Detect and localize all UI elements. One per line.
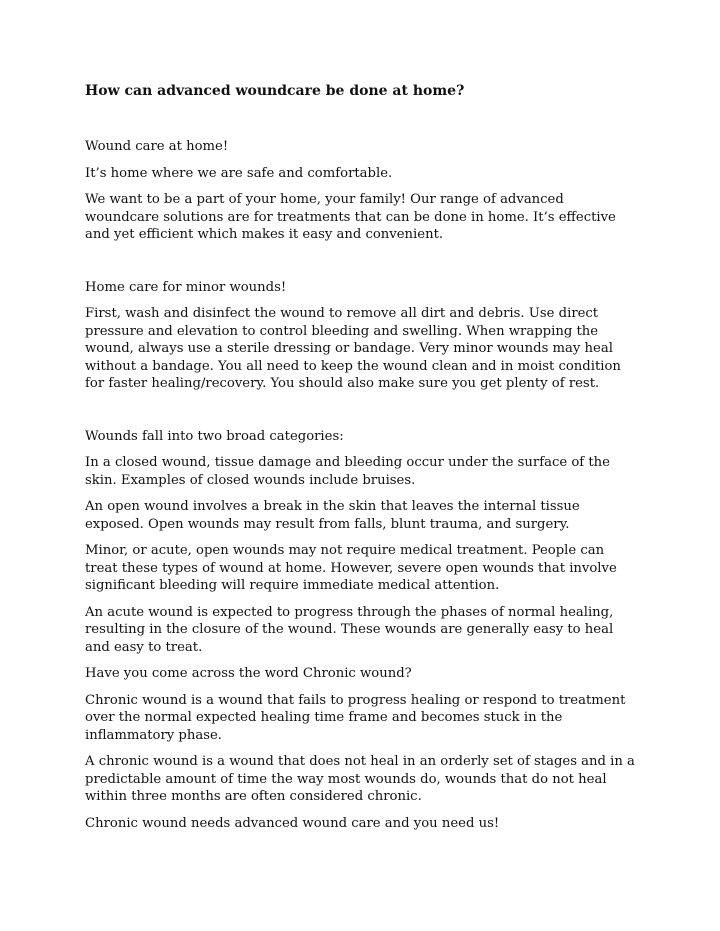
document-title: How can advanced woundcare be done at home? (85, 83, 465, 99)
paragraph: A chronic wound is a wound that does not heal in an orderly set of stages and in a predictable amount of time the way most wounds do, wounds that do not heal within three months are often considered chronic. (85, 754, 635, 804)
section-wound-categories (85, 428, 640, 833)
section-spacer (85, 402, 640, 428)
paragraph: It’s home where we are safe and comfortable. (85, 165, 393, 181)
paragraph: Home care for minor wounds! (85, 279, 287, 295)
section-home-care-intro (85, 138, 640, 244)
paragraph: First, wash and disinfect the wound to remove all dirt and debris. Use direct pressure and elevation to control bleeding and swelling. When wrapping the wound, always use a sterile dressing or bandage. Very minor wounds may heal without a bandage. You all need to keep the wound clean and in moist condition for faster healing/recovery. You should also make sure you get plenty of rest. (85, 306, 621, 391)
paragraph: Chronic wound is a wound that fails to progress healing or respond to treatment over the normal expected healing time frame and becomes stuck in the inflammatory phase. (85, 692, 626, 743)
section-minor-wounds (85, 279, 640, 393)
document-page (85, 82, 640, 841)
paragraph: Wounds fall into two broad categories: (85, 428, 344, 444)
paragraph: Chronic wound needs advanced wound care and you need us! (85, 815, 500, 831)
paragraph: An acute wound is expected to progress through the phases of normal healing, resulting in the closure of the wound. These wounds are generally easy to heal and easy to treat. (85, 604, 614, 655)
paragraph: Wound care at home! (85, 139, 229, 154)
paragraph: Minor, or acute, open wounds may not require medical treatment. People can treat these types of wound at home. However, severe open wounds that involve significant bleeding will require immediate medical attention. (85, 543, 617, 593)
paragraph: We want to be a part of your home, your family! Our range of advanced woundcare solutions are for treatments that can be done in home. It’s effective and yet efficient which makes it easy and convenient. (85, 192, 616, 242)
paragraph: Have you come across the word Chronic wound? (85, 666, 412, 681)
paragraph: In a closed wound, tissue damage and bleeding occur under the surface of the skin. Examples of closed wounds include bruises. (85, 455, 610, 488)
paragraph: An open wound involves a break in the skin that leaves the internal tissue exposed. Open wounds may result from falls, blunt trauma, and surgery. (85, 499, 580, 532)
section-spacer (85, 253, 640, 279)
